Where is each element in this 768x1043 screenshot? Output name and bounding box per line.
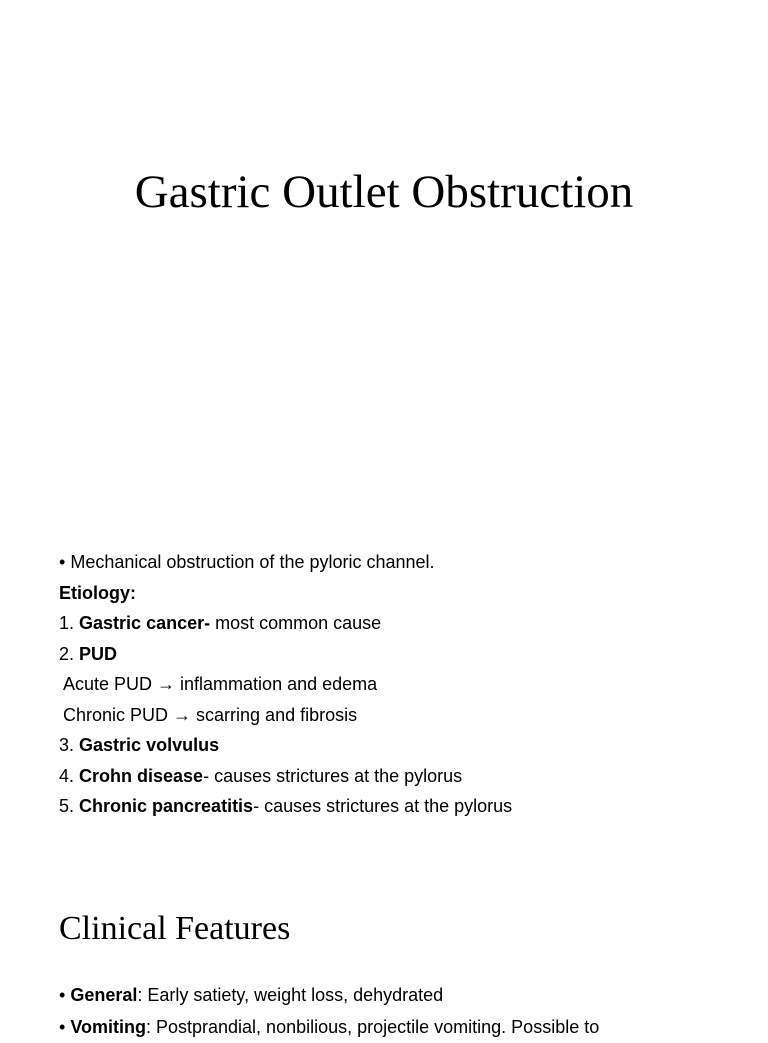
bullet-glyph: •: [59, 1017, 66, 1037]
etiology-item-5: 5. Chronic pancreatitis- causes strictures at the pylorus: [59, 796, 513, 816]
feature-general: • General: Early satiety, weight loss, dehydrated: [59, 985, 444, 1005]
intro-text: Mechanical obstruction of the pyloric channel.: [70, 552, 435, 572]
etiology-item-1: 1. Gastric cancer- most common cause: [59, 613, 382, 633]
intro-bullet-line: [59, 547, 749, 578]
etiology-subitem-acute: Acute PUD → inflammation and edema: [63, 674, 378, 694]
bullet-glyph: •: [59, 552, 66, 572]
feature-vomiting: • Vomiting: Postprandial, nonbilious, projectile vomiting. Possible to: [59, 1017, 600, 1037]
etiology-item-4: 4. Crohn disease- causes strictures at the pylorus: [59, 765, 463, 786]
etiology-section: [59, 547, 749, 822]
bullet-glyph: •: [59, 985, 66, 1005]
clinical-features-heading: Clinical Features: [59, 910, 291, 947]
etiology-item-2: 2. PUD: [59, 643, 118, 664]
etiology-subitem-chronic: Chronic PUD → scarring and fibrosis: [63, 704, 358, 725]
etiology-item-3: 3. Gastric volvulus: [59, 735, 220, 755]
clinical-features-list: [59, 979, 759, 1043]
slide-title: Gastric Outlet Obstruction: [134, 166, 634, 218]
etiology-heading: Etiology:: [59, 582, 136, 603]
